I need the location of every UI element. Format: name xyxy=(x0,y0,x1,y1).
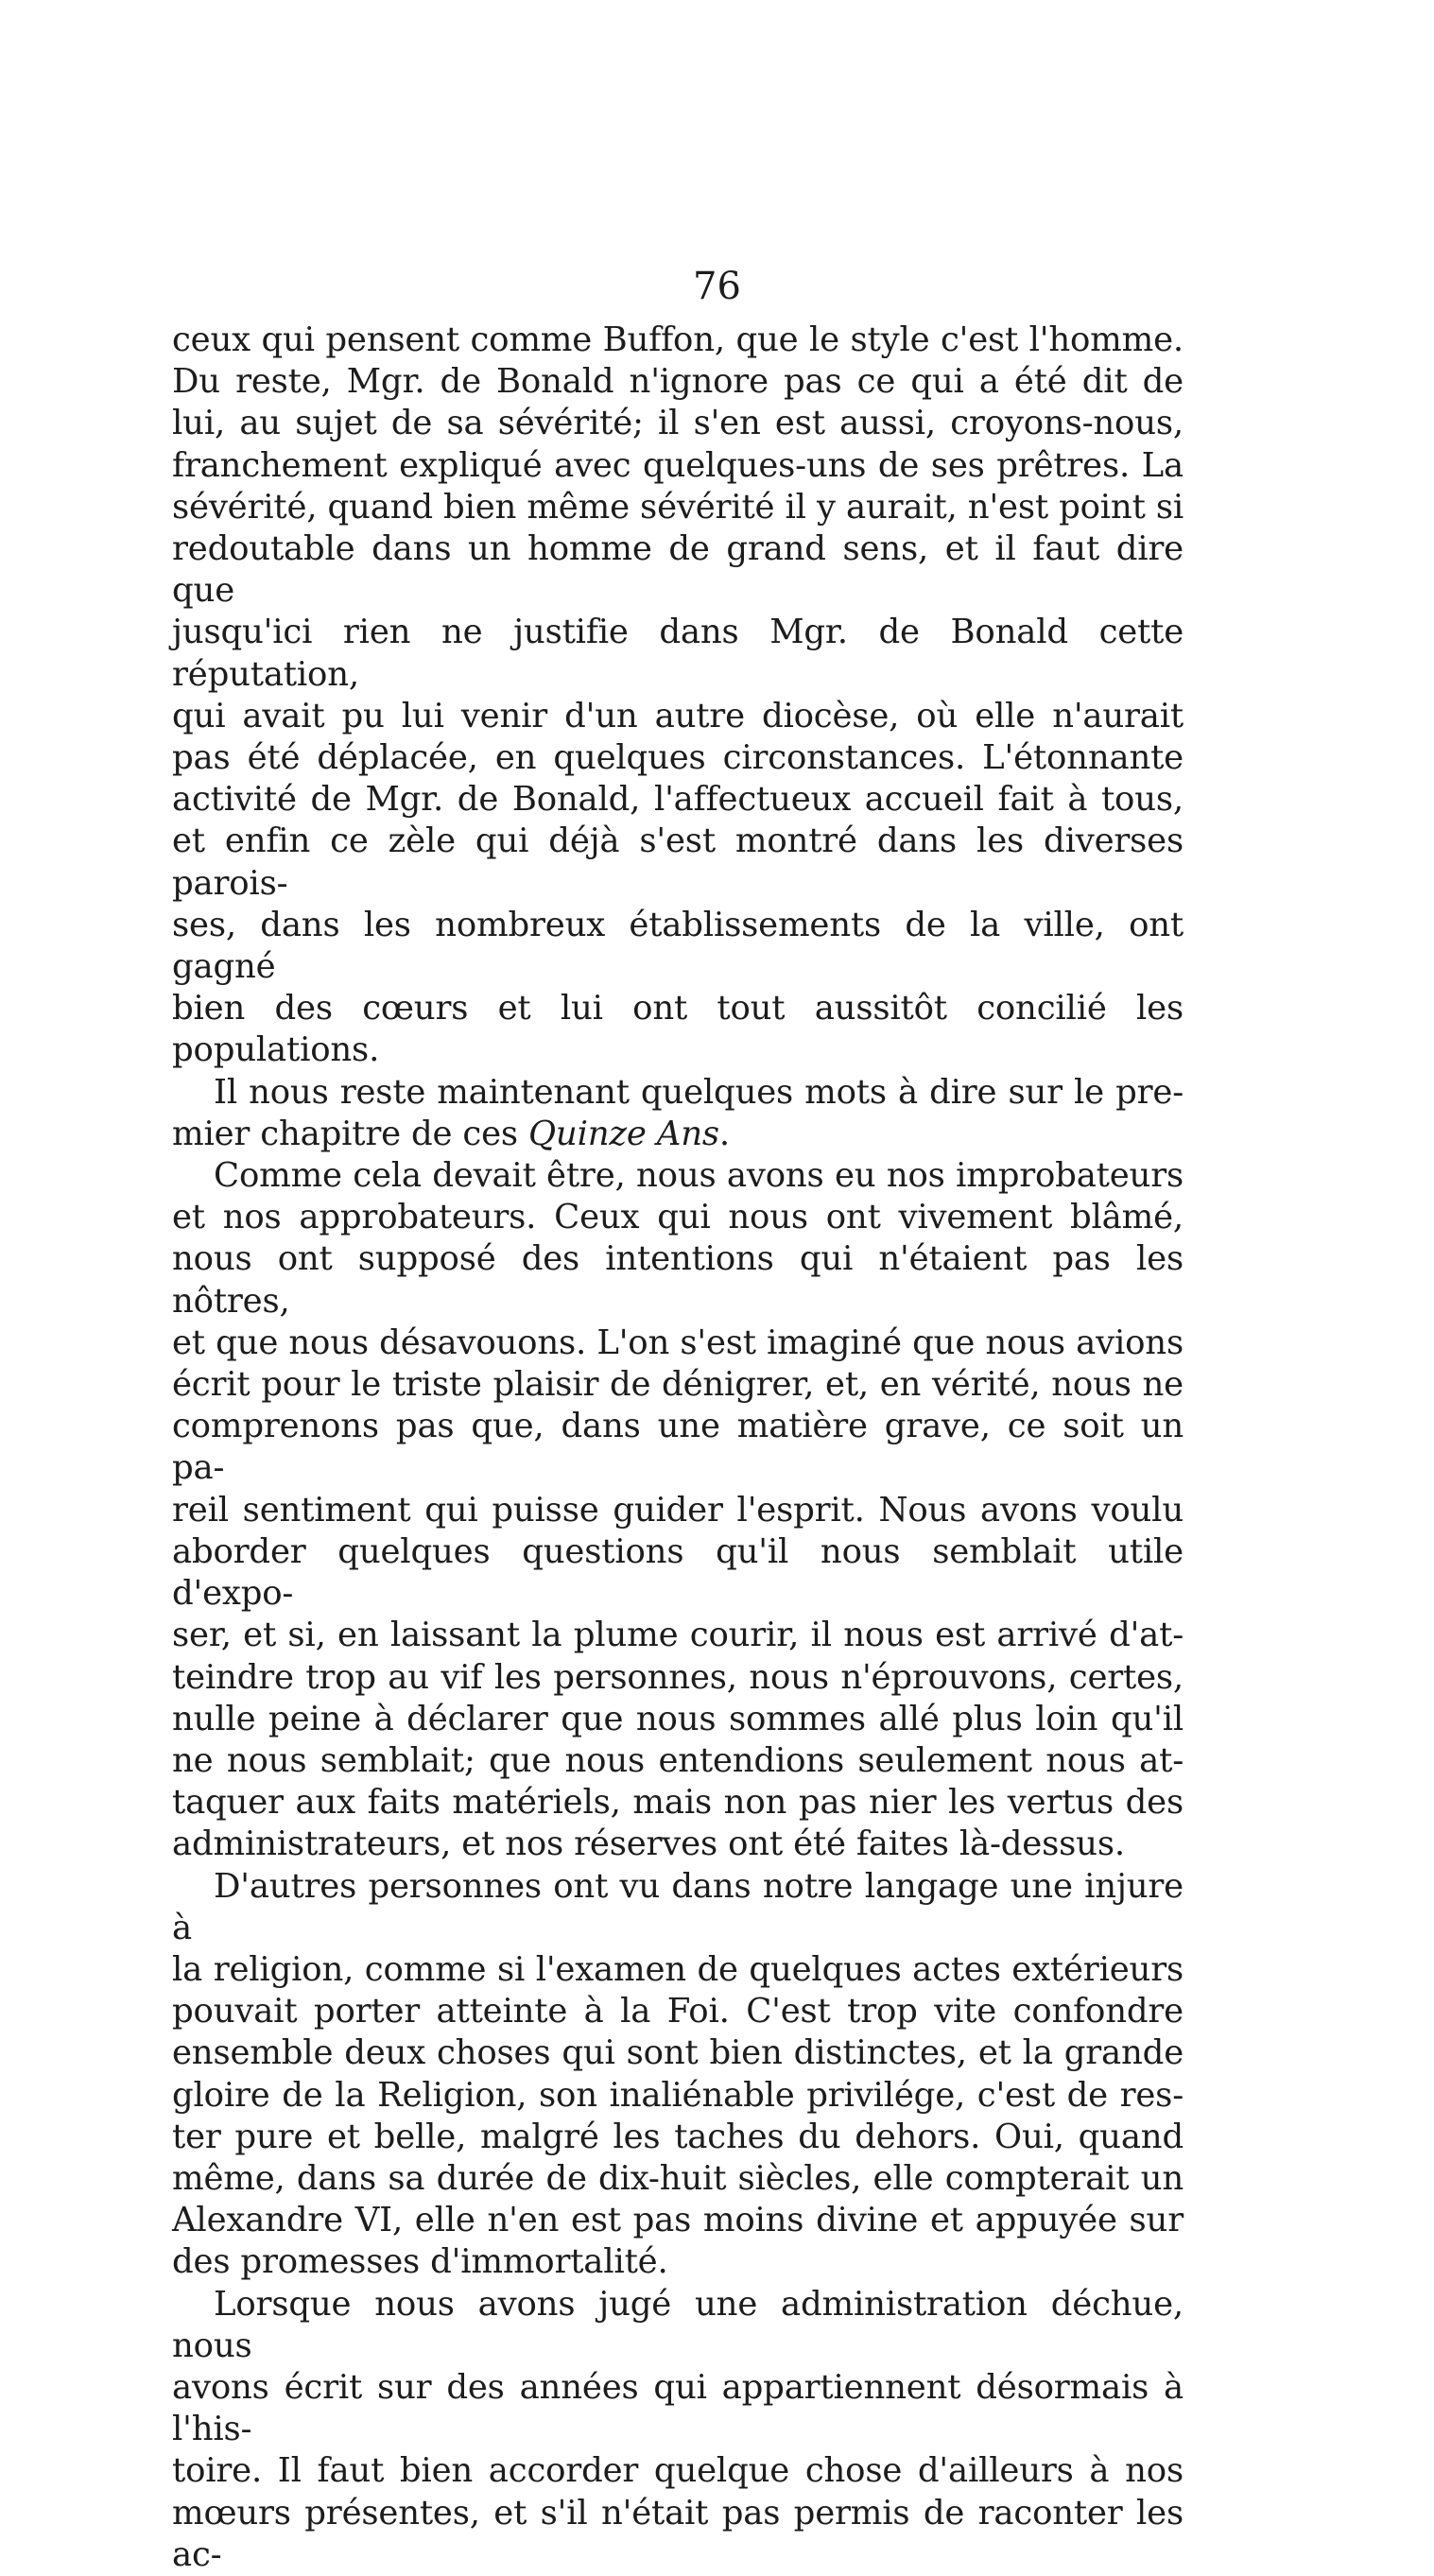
text-line: nulle peine à déclarer que nous sommes allé plus loin qu'il xyxy=(172,1699,1183,1738)
text-line: et enfin ce zèle qui déjà s'est montré dans les diverses parois- xyxy=(172,821,1183,903)
book-title-italic: Quinze Ans xyxy=(528,1114,719,1153)
text-line: bien des cœurs et lui ont tout aussitôt concilié les populations. xyxy=(172,989,1183,1070)
text-line: ne nous semblait; que nous entendions seulement nous at- xyxy=(172,1740,1183,1780)
text-run: mier chapitre de ces xyxy=(172,1114,529,1153)
text-line: même, dans sa durée de dix-huit siècles, elle compterait un xyxy=(172,2158,1183,2198)
text-line: activité de Mgr. de Bonald, l'affectueux accueil fait à tous, xyxy=(172,780,1183,820)
text-line: administrateurs, et nos réserves ont été faites là-dessus. xyxy=(172,1824,1125,1864)
text-line: Alexandre VI, elle n'en est pas moins divine et appuyée sur xyxy=(172,2201,1183,2240)
paragraph-3 xyxy=(172,1155,1183,1865)
text-line: la religion, comme si l'examen de quelques actes extérieurs xyxy=(172,1949,1183,1989)
text-line: jusqu'ici rien ne justifie dans Mgr. de Bonald cette réputation, xyxy=(172,613,1183,694)
text-line: nous ont supposé des intentions qui n'étaient pas les nôtres, xyxy=(172,1239,1183,1321)
text-line: pas été déplacée, en quelques circonstances. L'étonnante xyxy=(172,738,1183,778)
text-line: teindre trop au vif les personnes, nous n'éprouvons, certes, xyxy=(172,1657,1183,1697)
text-line: Du reste, Mgr. de Bonald n'ignore pas ce qui a été dit de xyxy=(172,362,1183,402)
text-line: avons écrit sur des années qui appartiennent désormais à l'his- xyxy=(172,2367,1183,2449)
text-line: qui avait pu lui venir d'un autre diocèse, où elle n'aurait xyxy=(172,696,1183,735)
paragraph-4 xyxy=(172,1866,1183,2284)
text-line: aborder quelques questions qu'il nous semblait utile d'expo- xyxy=(172,1531,1183,1614)
text-line: sévérité, quand bien même sévérité il y aurait, n'est point si xyxy=(172,487,1183,527)
paragraph-1 xyxy=(172,320,1183,1072)
paragraph-2 xyxy=(172,1072,1183,1155)
text-line xyxy=(172,1114,1183,1155)
text-line: des promesses d'immortalité. xyxy=(172,2242,668,2282)
text-line: Lorsque nous avons jugé une administration déchue, nous xyxy=(172,2284,1183,2365)
text-line: D'autres personnes ont vu dans notre langage une injure à xyxy=(172,1866,1183,1947)
text-run: . xyxy=(718,1114,731,1153)
text-line: mœurs présentes, et s'il n'était pas permis de raconter les ac- xyxy=(172,2493,1183,2574)
body-text xyxy=(172,320,1183,2576)
text-line: Comme cela devait être, nous avons eu nos improbateurs xyxy=(214,1156,1183,1196)
text-line: reil sentiment qui puisse guider l'esprit. Nous avons voulu xyxy=(172,1490,1183,1530)
text-line: lui, au sujet de sa sévérité; il s'en est aussi, croyons-nous, xyxy=(172,404,1183,443)
text-line: ser, et si, en laissant la plume courir, il nous est arrivé d'at- xyxy=(172,1616,1183,1655)
text-line: ter pure et belle, malgré les taches du dehors. Oui, quand xyxy=(172,2117,1183,2156)
text-line: gloire de la Religion, son inaliénable privilége, c'est de res- xyxy=(172,2075,1183,2115)
text-line: toire. Il faut bien accorder quelque chose d'ailleurs à nos xyxy=(172,2451,1183,2491)
text-line: comprenons pas que, dans une matière grave, ce soit un pa- xyxy=(172,1407,1183,1488)
text-line: et nos approbateurs. Ceux qui nous ont vivement blâmé, xyxy=(172,1198,1183,1237)
paragraph-5 xyxy=(172,2284,1183,2576)
text-line: ceux qui pensent comme Buffon, que le style c'est l'homme. xyxy=(172,320,1183,359)
text-line: Il nous reste maintenant quelques mots à dire sur le pre- xyxy=(214,1072,1183,1112)
text-line: pouvait porter atteinte à la Foi. C'est trop vite confondre xyxy=(172,1992,1183,2031)
text-line: redoutable dans un homme de grand sens, et il faut dire que xyxy=(172,529,1183,611)
text-line: taquer aux faits matériels, mais non pas nier les vertus des xyxy=(172,1783,1183,1823)
page-number: 76 xyxy=(693,265,741,308)
text-line: franchement expliqué avec quelques-uns de ses prêtres. La xyxy=(172,445,1183,485)
text-line: ensemble deux choses qui sont bien distinctes, et la grande xyxy=(172,2033,1183,2073)
text-line: et que nous désavouons. L'on s'est imaginé que nous avions xyxy=(172,1323,1183,1362)
text-line: écrit pour le triste plaisir de dénigrer, et, en vérité, nous ne xyxy=(172,1365,1183,1405)
text-line: ses, dans les nombreux établissements de la ville, ont gagné xyxy=(172,905,1183,987)
